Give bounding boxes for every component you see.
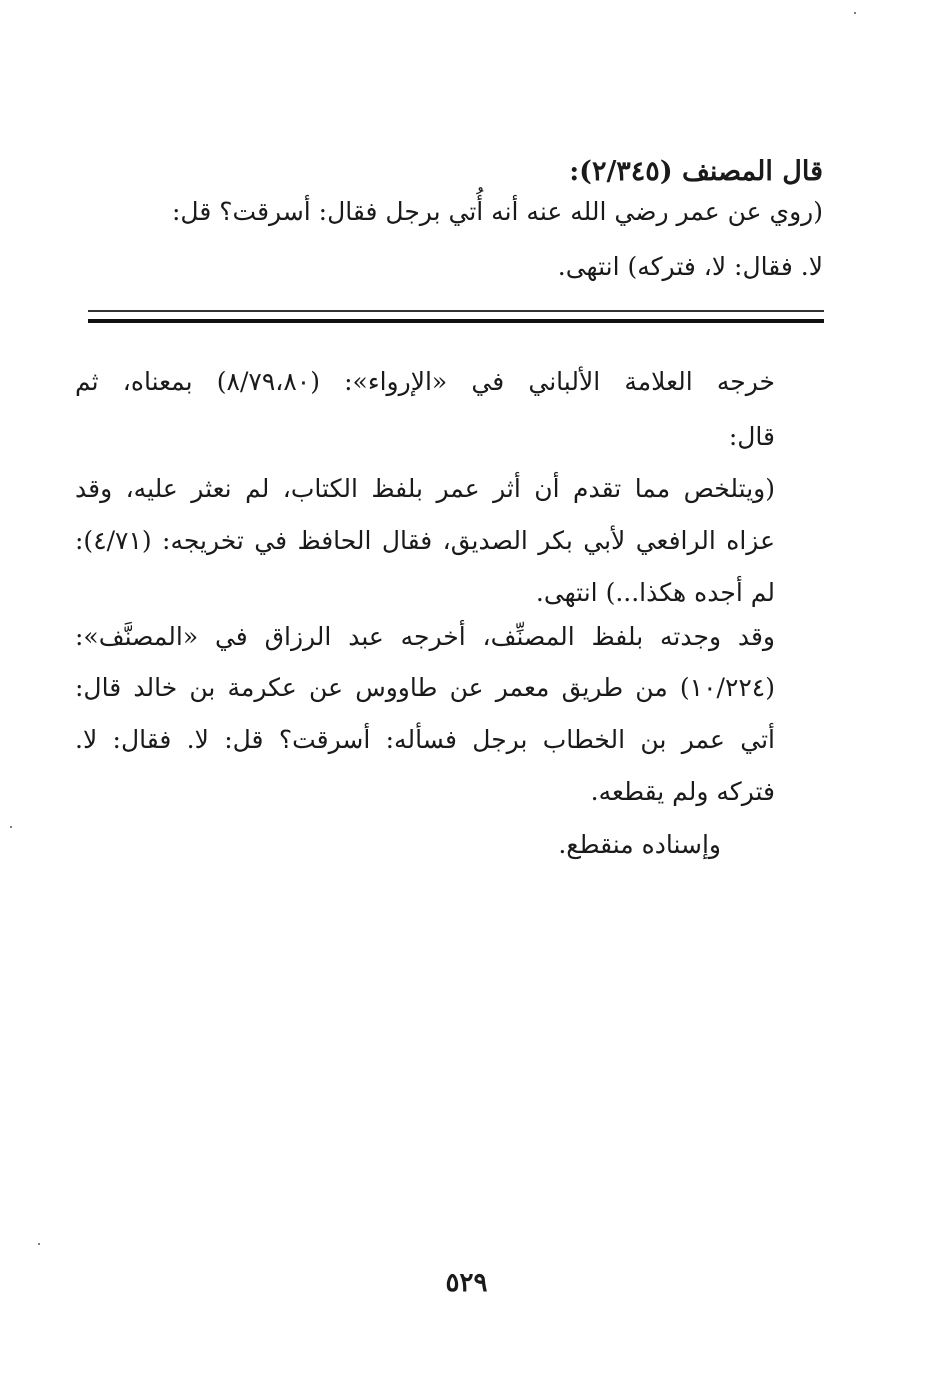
body-line: قال:: [728, 422, 775, 451]
body-line: فتركه ولم يقطعه.: [590, 777, 775, 806]
body-line: خرجه العلامة الألباني في «الإرواء»: (٨/٧٩،٨٠) بمعناه، ثم: [75, 367, 775, 396]
body-line: عزاه الرافعي لأبي بكر الصديق، فقال الحافظ في تخريجه: (٤/٧١):: [75, 526, 775, 555]
quote-line: (روي عن عمر رضي الله عنه أنه أُتي برجل فقال: أسرقت؟ قل:: [172, 197, 823, 226]
scan-speck: [854, 12, 856, 14]
body-line: (ويتلخص مما تقدم أن أثر عمر بلفظ الكتاب، لم نعثر عليه، وقد: [75, 474, 775, 503]
scan-speck: [38, 1243, 40, 1245]
section-heading: قال المصنف (٢/٣٤٥):: [569, 156, 823, 187]
body-line: (١٠/٢٢٤) من طريق معمر عن طاووس عن عكرمة بن خالد قال:: [75, 673, 775, 702]
scan-speck: [10, 826, 12, 828]
body-line: وإسناده منقطع.: [558, 830, 721, 859]
divider-thin: [88, 310, 824, 312]
body-line: وقد وجدته بلفظ المصنِّف، أخرجه عبد الرزاق في «المصنَّف»:: [75, 622, 775, 651]
quote-line: لا. فقال: لا، فتركه) انتهى.: [557, 252, 823, 281]
body-line: أتي عمر بن الخطاب برجل فسأله: أسرقت؟ قل: لا. فقال: لا.: [75, 725, 775, 754]
page-number: ٥٢٩: [445, 1268, 488, 1298]
body-line: لم أجده هكذا...) انتهى.: [535, 578, 775, 607]
divider-thick: [88, 319, 824, 323]
